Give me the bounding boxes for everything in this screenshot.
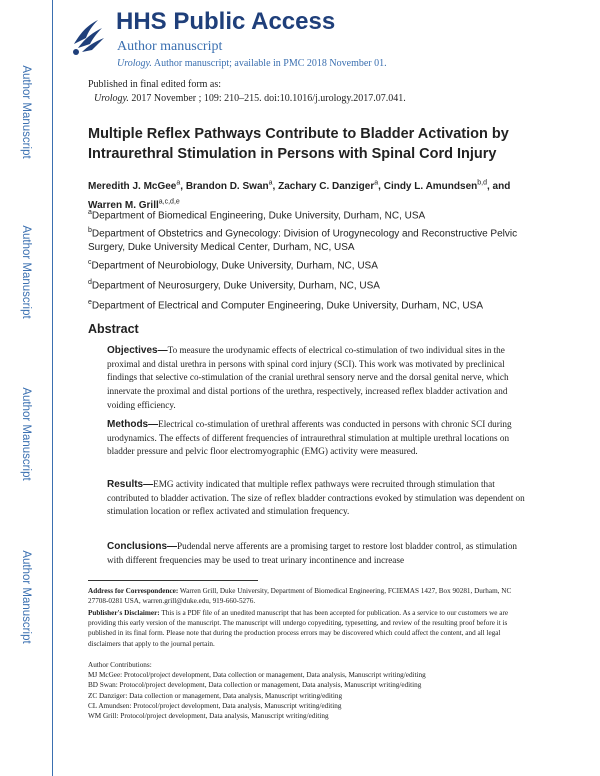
contribution-item: BD Swan: Protocol/project development, Data collection or management, Data analysis, Manuscript writing/editing bbox=[88, 681, 422, 690]
citation bbox=[88, 92, 406, 106]
journal-availability: Author manuscript; available in PMC 2018 November 01. bbox=[151, 58, 387, 69]
side-label: Author Manuscript bbox=[20, 550, 32, 644]
author-sep: , bbox=[180, 181, 186, 193]
author-affil: b,d bbox=[477, 180, 487, 187]
author-affil: a bbox=[268, 180, 273, 187]
section-heading: Results— bbox=[107, 479, 154, 490]
abstract-section bbox=[107, 478, 527, 519]
author-name: Cindy L. Amundsen bbox=[383, 181, 478, 193]
hhs-eagle-logo-icon bbox=[68, 14, 108, 58]
author-name: Meredith J. McGee bbox=[88, 181, 177, 193]
affiliation-marker: d bbox=[88, 279, 92, 286]
header-title: HHS Public Access bbox=[116, 8, 336, 35]
author bbox=[186, 181, 278, 192]
journal-line bbox=[117, 58, 387, 69]
side-label: Author Manuscript bbox=[20, 65, 32, 159]
section-heading: Objectives— bbox=[107, 345, 168, 356]
affiliation-marker: a bbox=[88, 209, 92, 216]
contributions-heading: Author Contributions: bbox=[88, 661, 152, 669]
author-affil: a bbox=[374, 180, 379, 187]
affiliation bbox=[88, 276, 548, 293]
citation-details: 2017 November ; 109: 210–215. doi:10.1016/j.urology.2017.07.041. bbox=[128, 93, 406, 104]
author-affil: a,c,d,e bbox=[158, 198, 180, 206]
citation-journal: Urology. bbox=[94, 93, 129, 104]
journal-name: Urology. bbox=[117, 58, 152, 69]
author-name: Zachary C. Danziger bbox=[278, 181, 375, 193]
author-sep: , and bbox=[486, 181, 511, 193]
abstract-section bbox=[107, 540, 527, 567]
affiliation-marker: b bbox=[88, 227, 92, 234]
author-sep: , bbox=[272, 181, 279, 193]
publication-info bbox=[88, 78, 406, 106]
affiliation-text: Department of Neurobiology, Duke University, Durham, NC, USA bbox=[91, 260, 378, 272]
correspondence-note bbox=[88, 586, 528, 606]
section-heading: Conclusions— bbox=[107, 541, 178, 552]
affiliation-text: Department of Neurosurgery, Duke University, Durham, NC, USA bbox=[91, 280, 380, 292]
author bbox=[384, 181, 511, 192]
margin-rule bbox=[52, 0, 53, 776]
affiliation-marker: c bbox=[88, 259, 92, 266]
abstract-section bbox=[107, 344, 527, 413]
affiliation bbox=[88, 256, 548, 273]
correspondence-label: Address for Correspondence: bbox=[88, 587, 179, 595]
affiliation bbox=[88, 206, 548, 223]
paper-title: Multiple Reflex Pathways Contribute to Bladder Activation by Intraurethral Stimulation in Persons with Spinal Cord Injury bbox=[88, 126, 509, 162]
side-label: Author Manuscript bbox=[20, 387, 32, 481]
affiliation bbox=[88, 224, 548, 255]
header-subtitle: Author manuscript bbox=[117, 39, 223, 54]
affiliation-marker: e bbox=[88, 299, 92, 306]
disclaimer-label: Publisher's Disclaimer: bbox=[88, 609, 160, 617]
disclaimer-note bbox=[88, 608, 528, 649]
section-text: Pudendal nerve afferents are a promising target to restore lost bladder control, as stimulation with different frequencies may be used to treat urinary incontinence and increase bbox=[107, 541, 518, 565]
author-name: Brandon D. Swan bbox=[185, 181, 269, 193]
section-text: To measure the urodynamic effects of electrical co-stimulation of two individual sites in the proximal and distal urethra in persons with spinal cord injury (SCI). This work was motivated by preclinical findings that selective co-stimulation of the cranial urethral sensory nerve and the dorsal genital nerve, which innervate the proximal and distal portions of the urethra, respectively, increased reflex bladder activation and voiding efficiency. bbox=[107, 345, 509, 410]
author-contributions bbox=[88, 660, 528, 721]
contribution-item: ZC Danziger: Data collection or management, Data analysis, Manuscript writing/editing bbox=[88, 691, 343, 700]
affiliation-text: Department of Biomedical Engineering, Duke University, Durham, NC, USA bbox=[91, 210, 426, 222]
affiliation-text: Department of Electrical and Computer Engineering, Duke University, Durham, NC, USA bbox=[91, 300, 483, 312]
published-label: Published in final edited form as: bbox=[88, 79, 222, 90]
correspondence-text: Warren Grill, Duke University, Department of Biomedical Engineering, FCIEMAS 1427, Box 90281, Durham, NC 27708-0281 USA, warren.grill@duke.edu, 919-660-5276. bbox=[88, 587, 512, 606]
affiliation-text: Department of Obstetrics and Gynecology: Division of Urogynecology and Reconstructive Pelvic Surgery, Duke University Medical Center, Durham, NC, USA bbox=[88, 228, 518, 254]
author-name: Warren M. Grill bbox=[88, 199, 159, 211]
author-sep: , bbox=[378, 181, 384, 193]
left-margin bbox=[0, 0, 52, 776]
section-heading: Methods— bbox=[107, 419, 159, 430]
contribution-item: WM Grill: Protocol/project development, Data analysis, Manuscript writing/editing bbox=[88, 712, 329, 721]
side-label: Author Manuscript bbox=[20, 225, 32, 319]
author bbox=[88, 181, 186, 192]
footnote-divider bbox=[88, 580, 258, 581]
contribution-item: CL Amundsen: Protocol/project development, Data analysis, Manuscript writing/editing bbox=[88, 701, 342, 710]
abstract-heading: Abstract bbox=[88, 322, 139, 336]
affiliation bbox=[88, 296, 548, 313]
section-text: EMG activity indicated that multiple reflex pathways were recruited through stimulation that contributed to bladder activation. The size of reflex bladder contractions evoked by stimulation was dependent on stimulation location or reflex activated and stimulation frequency. bbox=[107, 479, 525, 517]
abstract-section bbox=[107, 418, 527, 459]
author-affil: a bbox=[176, 180, 181, 187]
contribution-item: MJ McGee: Protocol/project development, Data collection or management, Data analysis, Manuscript writing/editing bbox=[88, 671, 426, 680]
author bbox=[278, 181, 384, 192]
disclaimer-text: This is a PDF file of an unedited manuscript that has been accepted for publication. As a service to our customers we are providing this early version of the manuscript. The manuscript will undergo copyediting, typesetting, and review of the resulting proof before it is published in its final form. Please note that during the production process errors may be discovered which could affect the content, and all legal disclaimers that apply to the journal pertain. bbox=[88, 609, 509, 648]
section-text: Electrical co-stimulation of urethral afferents was conducted in persons with chronic SCI during urodynamics. The effects of different frequencies of intraurethral stimulation at multiple urethral locations on bladder pressure and pelvic floor electromyographic (EMG) activity were measured. bbox=[107, 419, 512, 457]
